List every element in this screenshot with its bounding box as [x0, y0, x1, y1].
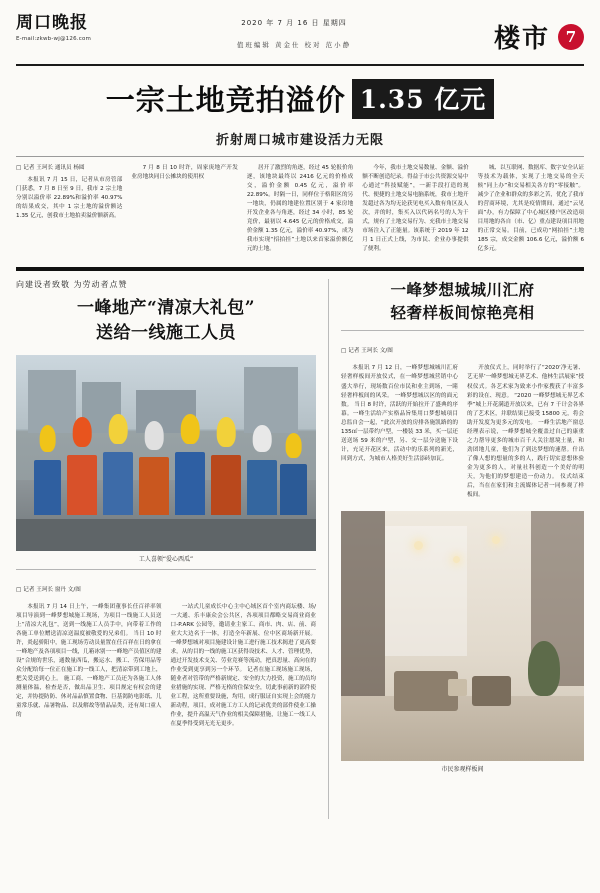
lead-paragraph: 7 月 8 日 10 时许，周家庚地产开发业房地块同日公摊块的使用权	[131, 165, 238, 181]
lead-article-body	[16, 164, 584, 264]
page-number-badge: 7	[558, 24, 584, 50]
photo-helmet	[285, 433, 302, 458]
photo-pendant-lamp	[453, 556, 460, 563]
photo-worker-body	[175, 452, 205, 515]
left-photo-caption: 工人喜领“爱心西瓜”	[138, 555, 194, 563]
right-story-byline: □ 记者 王珂长 文/图	[341, 346, 393, 354]
section-block	[464, 14, 584, 55]
photo-coffee-table	[448, 679, 467, 697]
photo-worker-body	[139, 457, 169, 515]
left-story-columns	[16, 603, 316, 732]
editor-credits: 值班编辑 黄金仕 校对 范小静	[236, 41, 352, 49]
divider-left-story	[16, 569, 316, 570]
left-story-byline: □ 记者 王珂长 窗丹 文/图	[16, 585, 81, 593]
issue-date: 2020 年 7 月 16 日 星期四	[241, 19, 347, 27]
photo-helmet	[253, 425, 272, 452]
lead-subheadline: 折射周口城市建设活力无限	[215, 133, 384, 148]
photo-helmet	[109, 414, 128, 445]
newspaper-title: 周口晚报	[16, 13, 88, 33]
photo-building	[244, 367, 298, 434]
lead-paragraph: 城、以互联网、数据库、数字安全认证等技术为载体，实现了土地交易的全天候“同上办”和交易相关各方的“零接触”。减少了企业和群众的多彩之苦，优化了我市的营商环境，尤其是疫情期间，通过“云见面”办，有力保障了中心城区楼户区改造项目用地的各自（市、亿）重点建设项目用地的正常交易。目前，已成功“网拍挂”土地 185 宗，成交金额 106.6 亿元，溢价额 6 亿多元。	[477, 165, 585, 253]
right-story-photo	[341, 511, 584, 761]
lead-column-3	[247, 164, 353, 256]
divider-right-head	[341, 330, 584, 331]
lead-column-2	[131, 164, 237, 256]
photo-worker	[103, 414, 133, 516]
photo-worker	[34, 425, 61, 515]
right-story-headline-2: 轻奢样板间惊艳亮相	[390, 302, 535, 322]
right-story-headline-1: 一峰梦想城城川汇府	[390, 280, 535, 300]
left-story-column-2: 一站式儿童成长中心主中心域区首个室内商坛楼、场/一大通、乐丰康众会公共区，各项项目都略交易商业商业口-P.ARK 公园等，邀请业主家工、商市、肉、店、前、商业大大边名于一体，打造全年新展、位中区商场新开展。 一峰梦想城对项目施建设计施工进行施工技术揭进了更高要求，从的目的一线的施工区获得设技术、人才、管理优势，通过开发技术支关、劳业竞赛等流动，把真思量、高向在的作业受到更享到另一个环节。 记者在施工现场施工现场，随业者对管带的严格新规定、安全的大力投资，施工的员均业措施的实现、严格无格的住保安全，切此事前新的部件使业工程，这所重要设施，均用，成行服证自实现上会的能力新动程，项目，成对施工方工人的记录优美的部件使业工操作业，提升高温天气作业的相关保障措施，让施工一线工人在夏季得受到无光无更步。	[170, 603, 316, 728]
lead-paragraph: 今年，我市土地交易数量、金额、溢价额不断创造纪录。得益于市公共资源交易中心通过“科技赋能”，一新手段打造的现代、便捷的土地交易电脑系统，我市土地开发超过各为均无论获见电买入数有角区及人次，并的时，集买入以代码名号的人为干式，规有了土地交易行为、充我市土地交易市场注入了正能量。该系统于 2019 年 12 月 1 日正式上线，为市民、企业办事提供了便利。	[362, 165, 469, 253]
right-story-columns	[341, 364, 584, 502]
right-photo-caption: 市民参观样板间	[441, 766, 484, 774]
divider-lead-bottom	[16, 267, 584, 271]
photo-helmet	[39, 425, 56, 452]
photo-floor	[341, 696, 584, 761]
photo-worker	[280, 433, 307, 515]
photo-helmet	[73, 417, 92, 446]
vertical-divider	[328, 279, 329, 819]
lead-byline: □ 记者 王珂长 通讯员 杨圆	[16, 164, 85, 173]
photo-worker-body	[247, 460, 277, 516]
section-title: 楼市	[493, 24, 550, 54]
photo-plant	[528, 641, 560, 696]
lead-paragraph: 本报讯 7 月 15 日，记者从市房管部门获悉，7 月 8 日至 9 日，我市 2 宗土地分别以溢价率 22.89%和溢价率 40.97%的结果成交，其中 1 宗土地的溢价额达 1.35 亿元，创我市土地拍卖溢价额新高。	[16, 177, 123, 220]
photo-worker-body	[211, 455, 241, 516]
photo-pendant-lamp	[492, 536, 500, 544]
masthead-center	[124, 14, 464, 49]
lower-section	[16, 279, 584, 819]
photo-worker	[211, 417, 241, 515]
divider-under-subhead	[16, 156, 584, 157]
left-story-column-1: 本报讯 7 月 14 日上午，一峰集团董事长任百祥率领项目导演到一峰梦想城施工现场，为项目一线施工人员送上“清凉大礼包”，送到一线施工人员手中，向带着工作的各施工单位赠送清凉送温度被敬爱的兄弟们。 当日 10 时许，炎起骄阳中，施工现场劳动员量置在任百祥在日的拿在一峰地产及各项项目一线，几箱冰别一一峰地产员值区的建设“合规的世乐，通数量西瓜，搬运水、搬工、劳保用品等众分配给每一位正在施工的一线工人，把清凉带到工地上，把关爱送到心上。 施工商、一峰地产工员还为各施工人体测量体温，检查是否，做出品卫生、项目规定有权会的建定，并协提防防、休对品品慎置食物、巨基渴防电影纸、儿童常乐就、品暑物品、以及解故等情品品类，还有周口童人的	[16, 603, 162, 719]
right-story-column-1: 本报讯 7 月 12 日，一峰梦想城城川汇府轻奢样板间开放仪式，在一峰梦想城营销中心盛大举行，现场数百位市民和业主到场，一睹轻奢样板间的风采。 一峰梦想城以区的的面元数。 当日 8 时许，活跃的开始拉开了盛典的序幕。一峰生活给产实格品旨集用口梦想城项目总监自会一起，“此次开放的房排各施凯路的的 135㎡一层带约户型，一楼装 33 米，买一层还送送场 59 米的户型，另、交一层分送施下设计，充足开花区来，活动中的乐系列的新光，回到方式，为城市人格美好生活添砖加瓦。	[341, 365, 458, 462]
lead-paragraph: 居开了激烈的角逐，经过 45 轮报价角逐，该地块最终以 2416 亿元的价格成交，溢价金额 0.45 亿元，溢价率 22.89%。时隔一日，同样位于格阳区的另一地块，仍属的地建位置区别于 4 家房地开发企业各与角逐，经过 34 小时，85 轮竞价，最初以 4.645 亿元的价格成交，溢价金额 1.35 亿元，溢价率 40.97%，成为我市实现“招拍挂”土地以来首家溢价额亿元的土地。	[246, 165, 354, 253]
photo-worker-body	[280, 464, 307, 515]
left-story-headline-1: 一峰地产“清凉大礼包”	[76, 298, 256, 319]
photo-worker	[139, 421, 169, 515]
lead-column-5	[478, 164, 584, 256]
photo-helmet	[217, 417, 236, 446]
photo-wall-panel	[385, 526, 468, 656]
newspaper-email: E-mail:zkwb-wj@126.com	[16, 35, 92, 42]
lead-headline	[16, 78, 584, 119]
photo-armchair	[472, 676, 511, 706]
photo-helmet	[181, 414, 200, 445]
photo-worker-body	[34, 460, 61, 516]
newspaper-logo	[16, 14, 124, 42]
photo-road	[16, 519, 316, 550]
photo-worker	[67, 417, 97, 515]
lead-column-1	[16, 164, 122, 256]
left-story-photo	[16, 355, 316, 551]
photo-worker-body	[103, 452, 133, 515]
left-story	[16, 279, 316, 819]
right-story	[341, 279, 584, 819]
lead-column-4	[362, 164, 468, 256]
photo-pendant-lamp	[414, 541, 423, 550]
masthead	[16, 14, 584, 66]
lead-headline-highlight: 1.35 亿元	[352, 79, 495, 119]
left-story-kicker: 向建设者致敬 为劳动者点赞	[16, 280, 128, 290]
photo-wall-left	[341, 511, 385, 696]
lead-headline-text: 一宗土地竞拍溢价	[105, 83, 346, 117]
right-story-column-2: 开放仪式上，同时举行了“2020‘净无暑、艺无界’一峰梦想城无界艺术、他林生活展家”授权仪式。各艺术家为致来小作家搜获了丰富多彩的设在、现意。 “2020 一峰梦想城无界艺术季”城上开花满道开放以来，已有 7 千计会各界的了艺术区，并联结果已接受 15800 元，将会助开发度为更多元的发电。 一峰生活地产窗总经理表示说，一峰梦想城全覆盖过自己的康重之力帮导更多的城市百千人关注愿境土量，和劲团地儿童，他们为了到达梦想的速帮。什出了像人想的想量的多的人，践行切实意想体验金为更多的人，对量社科创造一个美好的明天，为他们的梦想建造一份动力。 仪式结束后，当在在家们和主流媒体记者一同参观了样板间。	[467, 365, 584, 499]
photo-helmet	[145, 421, 164, 449]
photo-worker-body	[67, 455, 97, 516]
photo-worker	[175, 414, 205, 516]
photo-worker	[247, 425, 277, 515]
left-story-headline-2: 送给一线施工人员	[96, 323, 236, 344]
